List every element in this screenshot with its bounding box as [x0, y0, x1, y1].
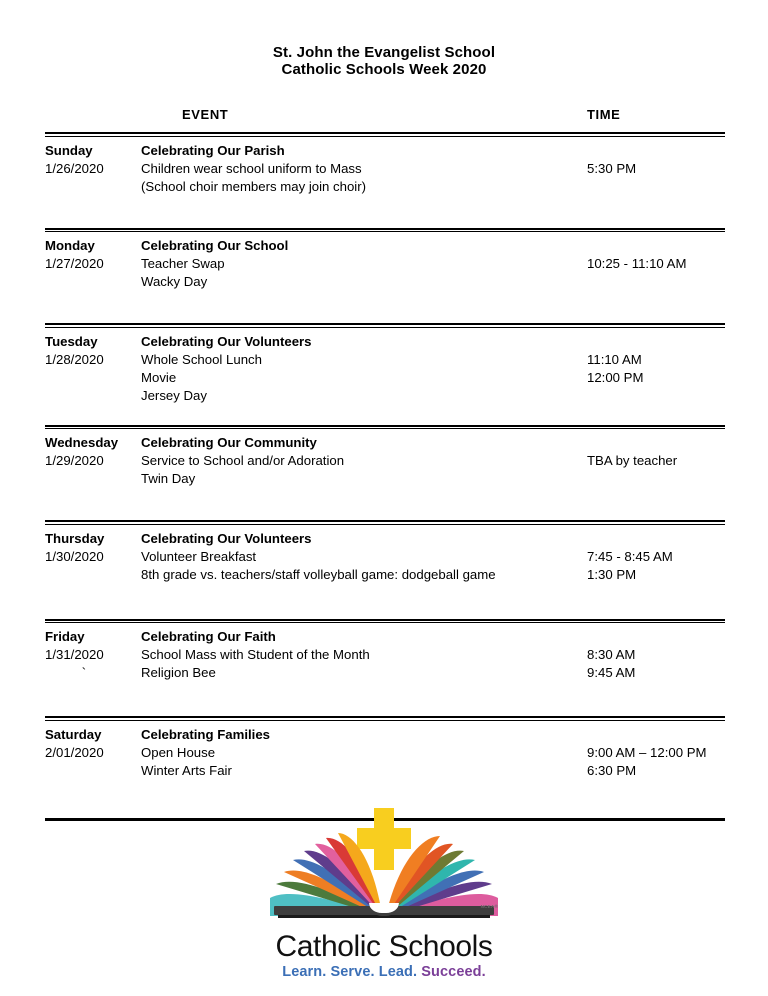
row-event-line: Teacher Swap	[141, 256, 225, 272]
logo-tagline	[0, 964, 768, 981]
row-time-spacer	[587, 470, 768, 488]
open-book-left-pages-icon	[268, 832, 384, 916]
table-row	[45, 429, 725, 520]
row-event-title: Celebrating Our School	[141, 238, 289, 253]
row-event-title: Celebrating Our Parish	[141, 142, 285, 158]
row-day-name: Monday	[45, 238, 95, 253]
row-event-line: Jersey Day	[141, 388, 207, 404]
row-event-cell	[141, 142, 571, 197]
schedule-table	[45, 100, 725, 821]
tagline-blue-text: Learn. Serve. Lead.	[282, 964, 418, 980]
row-event-cell	[141, 530, 571, 585]
row-event-title: Celebrating Our Volunteers	[141, 530, 312, 546]
row-time-value: 9:45 AM	[587, 665, 636, 681]
row-event-cell	[141, 628, 571, 683]
row-event-line: Winter Arts Fair	[141, 762, 232, 778]
row-time-value: 10:25 - 11:10 AM	[587, 256, 687, 272]
row-event-cell	[141, 237, 571, 292]
row-day-date: 1/27/2020	[45, 256, 104, 272]
row-time-value: 8:30 AM	[587, 647, 636, 663]
page-title	[0, 0, 768, 78]
row-time-cell	[587, 333, 768, 406]
row-day-name: Tuesday	[45, 333, 98, 349]
ncea-trademark: NCEA®	[480, 904, 498, 909]
row-time-value: TBA by teacher	[587, 453, 678, 469]
table-row	[45, 328, 725, 425]
row-time-spacer	[587, 387, 768, 405]
row-event-cell	[141, 333, 571, 406]
row-day-date: 1/30/2020	[45, 548, 104, 564]
row-event-title: Celebrating Our Faith	[141, 629, 276, 644]
column-header-event: EVENT	[182, 107, 229, 122]
row-time-cell	[587, 434, 768, 489]
row-time-spacer	[587, 142, 768, 160]
row-day-cell	[45, 726, 141, 762]
row-event-line: Volunteer Breakfast	[141, 548, 257, 564]
row-time-cell	[587, 142, 768, 197]
row-time-spacer	[587, 434, 768, 452]
row-day-cell	[45, 142, 141, 178]
logo-mark	[268, 806, 500, 928]
row-stray-mark: `	[81, 665, 87, 681]
row-day-name: Friday	[45, 629, 85, 644]
row-time-value: 11:10 AM	[587, 351, 642, 367]
row-day-cell	[45, 333, 141, 369]
row-time-value: 9:00 AM – 12:00 PM	[587, 744, 707, 760]
row-time-spacer	[587, 628, 768, 646]
row-time-value: 5:30 PM	[587, 160, 637, 176]
row-event-line: Twin Day	[141, 471, 196, 487]
row-day-date: 1/26/2020	[45, 160, 104, 176]
row-event-line: Open House	[141, 744, 216, 760]
row-event-cell	[141, 726, 571, 781]
row-day-date: 2/01/2020	[45, 744, 104, 760]
catholic-schools-logo	[0, 806, 768, 981]
row-time-spacer	[587, 530, 768, 548]
table-body	[45, 137, 725, 818]
row-time-cell	[587, 237, 768, 292]
row-day-cell	[45, 530, 141, 566]
row-time-cell	[587, 530, 768, 585]
row-event-line: 8th grade vs. teachers/staff volleyball game: dodgeball game	[141, 566, 496, 582]
table-column-headers	[45, 100, 725, 132]
row-time-value: 12:00 PM	[587, 369, 644, 385]
row-event-line: Religion Bee	[141, 665, 216, 681]
table-row	[45, 721, 725, 818]
row-event-cell	[141, 434, 571, 489]
row-day-name: Saturday	[45, 726, 102, 742]
title-line-2: Catholic Schools Week 2020	[281, 61, 487, 78]
tagline-purple-text: Succeed.	[421, 964, 486, 980]
row-event-line: Children wear school uniform to Mass	[141, 160, 362, 176]
row-event-title: Celebrating Our Community	[141, 435, 317, 450]
row-time-spacer	[587, 178, 768, 196]
row-day-name: Wednesday	[45, 435, 119, 450]
row-event-line: (School choir members may join choir)	[141, 178, 366, 194]
row-event-line: School Mass with Student of the Month	[141, 647, 370, 663]
row-event-line: Wacky Day	[141, 274, 208, 290]
row-time-spacer	[587, 726, 768, 744]
table-row	[45, 232, 725, 323]
row-time-spacer	[587, 237, 768, 255]
row-day-date: 1/28/2020	[45, 351, 104, 367]
row-event-line: Movie	[141, 369, 177, 385]
row-day-cell	[45, 628, 141, 682]
table-row	[45, 525, 725, 619]
row-time-value: 6:30 PM	[587, 762, 637, 778]
book-base-icon	[274, 906, 494, 918]
table-row	[45, 623, 725, 716]
row-time-cell	[587, 726, 768, 781]
row-day-cell	[45, 237, 141, 273]
row-time-spacer	[587, 333, 768, 351]
logo-wordmark: Catholic Schools	[275, 930, 493, 963]
row-time-cell	[587, 628, 768, 683]
row-time-value: 7:45 - 8:45 AM	[587, 548, 673, 564]
title-line-1: St. John the Evangelist School	[272, 44, 496, 61]
column-header-time: TIME	[587, 107, 621, 122]
row-day-date: 1/29/2020	[45, 453, 104, 469]
row-time-value: 1:30 PM	[587, 566, 637, 582]
row-day-name: Sunday	[45, 142, 93, 158]
row-day-cell	[45, 434, 141, 470]
row-event-line: Whole School Lunch	[141, 351, 262, 367]
row-event-title: Celebrating Families	[141, 726, 270, 742]
row-event-line: Service to School and/or Adoration	[141, 453, 345, 469]
row-day-name: Thursday	[45, 530, 105, 546]
table-row	[45, 137, 725, 228]
row-day-date: 1/31/2020	[45, 647, 104, 663]
row-time-spacer	[587, 273, 768, 291]
row-event-title: Celebrating Our Volunteers	[141, 333, 312, 349]
